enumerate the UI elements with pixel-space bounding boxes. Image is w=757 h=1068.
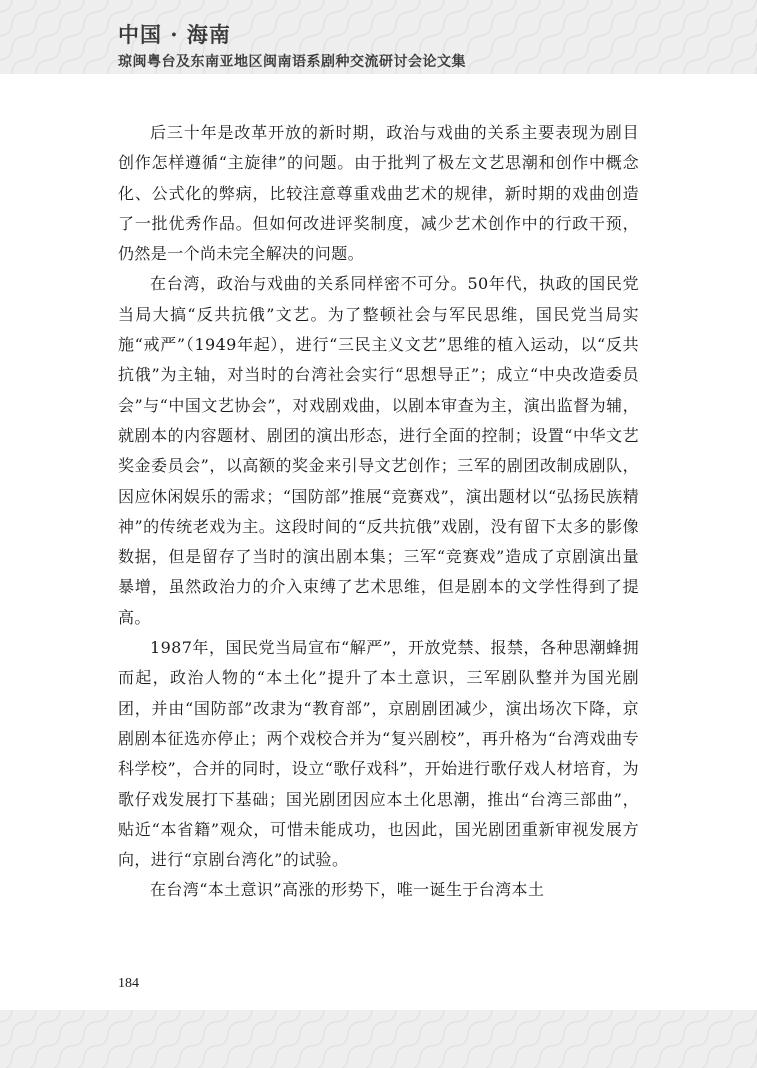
paragraph: 在台湾“本土意识”高涨的形势下，唯一诞生于台湾本土 (150, 880, 545, 900)
header-band (0, 0, 757, 74)
paragraph: 后三十年是改革开放的新时期，政治与戏曲的关系主要表现为剧目创作怎样遵循“主旋律”的问题。由于批判了极左文艺思潮和创作中概念化、公式化的弊病，比较注意尊重戏曲艺术的规律，新时期的戏曲创造了一批优秀作品。但如何改进评奖制度，减少艺术创作中的行政干预，仍然是一个尚未完全解决的问题。 (118, 123, 639, 264)
paragraph: 在台湾，政治与戏曲的关系同样密不可分。50年代，执政的国民党当局大搞“反共抗俄”文艺。为了整顿社会与军民思维，国民党当局实施“戒严”（1949年起），进行“三民主义文艺”思维的植入运动，以“反共抗俄”为主轴，对当时的台湾社会实行“思想导正”；成立“中央改造委员会”与“中国文艺协会”，对戏剧戏曲，以剧本审查为主，演出监督为辅，就剧本的内容题材、剧团的演出形态，进行全面的控制；设置“中华文艺奖金委员会”，以高额的奖金来引导文艺创作；三军的剧团改制成剧队，因应休闲娱乐的需求；“国防部”推展“竞赛戏”，演出题材以“弘扬民族精神”的传统老戏为主。这段时间的“反共抗俄”戏剧，没有留下太多的影像数据，但是留存了当时的演出剧本集；三军“竞赛戏”造成了京剧演出量暴增，虽然政治力的介入束缚了艺术思维，但是剧本的文学性得到了提高。 (118, 274, 639, 627)
body-text (118, 118, 639, 906)
book-title: 中国 · 海南 (118, 22, 231, 47)
page-number: 184 (118, 976, 139, 991)
paragraph: 1987年，国民党当局宣布“解严”，开放党禁、报禁，各种思潮蜂拥而起，政治人物的“本土化”提升了本土意识，三军剧队整并为国光剧团，并由“国防部”改隶为“教育部”，京剧剧团减少，演出场次下降，京剧剧本征选亦停止；两个戏校合并为“复兴剧校”，再升格为“台湾戏曲专科学校”，合并的同时，设立“歌仔戏科”，开始进行歌仔戏人材培育，为歌仔戏发展打下基础；国光剧团因应本土化思潮，推出“台湾三部曲”，贴近“本省籍”观众，可惜未能成功，也因此，国光剧团重新审视发展方向，进行“京剧台湾化”的试验。 (118, 638, 639, 870)
book-subtitle: 琼闽粤台及东南亚地区闽南语系剧种交流研讨会论文集 (118, 54, 466, 70)
footer-band (0, 1010, 757, 1068)
